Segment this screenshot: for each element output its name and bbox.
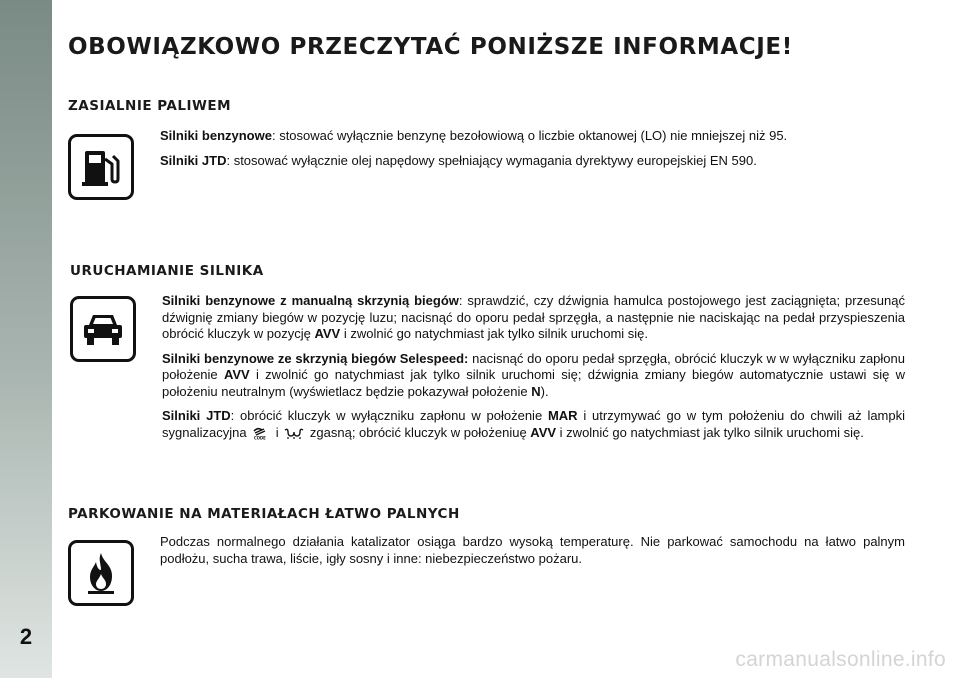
starting-manual-text-1: : sprawdzić, czy dźwignia hamulca postojowego jest zaciągnięta; przesunąć dźwignię zmiany biegów w pozycję luzu; nacisnąć do oporu pedał sprzęgła, a następnie nie naciskając na pedał przyspieszenia obrócić kluczyk w pozycję: [162, 293, 905, 341]
car-icon: [80, 309, 126, 349]
starting-jtd-key-pos-2: AVV: [530, 424, 557, 440]
fueling-jtd-label: Silniki JTD: [160, 152, 227, 168]
starting-jtd-label: Silniki JTD: [162, 408, 231, 423]
fueling-text: [160, 128, 905, 177]
starting-manual-label: Silniki benzynowe z manualną skrzynią biegów: [162, 293, 459, 308]
glow-plug-icon: [284, 428, 304, 445]
parking-text: [160, 534, 905, 575]
starting-selespeed-label: Silniki benzynowe ze skrzynią biegów Selespeed:: [162, 350, 469, 366]
starting-selespeed-key-pos: AVV: [223, 367, 250, 382]
starting-selespeed-text-2: i zwolnić go natychmiast jak tylko silnik uruchomi się; dźwignia zmiany biegów automatycznie ustawi się w położeniu neutralnym (wyświetlacz będzie pokazywał położenie: [162, 367, 905, 399]
starting-jtd-text-3: zgasną; obrócić kluczyk w położeniuę: [306, 424, 531, 440]
section-heading-starting: URUCHAMIANIE SILNIKA: [70, 263, 264, 279]
starting-manual-key-pos: AVV: [314, 326, 341, 341]
starting-selespeed-text-3: ).: [540, 383, 549, 399]
section-heading-parking: PARKOWANIE NA MATERIAŁACH ŁATWO PALNYCH: [68, 506, 460, 522]
fueling-petrol-label: Silniki benzynowe: [160, 128, 272, 143]
watermark: carmanualsonline.info: [735, 648, 946, 671]
fueling-petrol-text: : stosować wyłącznie benzynę bezołowiową o liczbie oktanowej (LO) nie mniejszej niż 95.: [271, 128, 788, 143]
fuel-pump-icon: [79, 145, 123, 189]
parking-paragraph: Podczas normalnego działania katalizator osiąga bardzo wysoką temperaturę. Nie parkować samochodu na łatwo palnym podłożu, sucha trawa, liście, igły sosny i inne: niebezpieczeństwo pożaru.: [160, 534, 905, 566]
flame-icon-box: [68, 540, 134, 606]
starting-selespeed-neutral: N: [531, 383, 541, 399]
starting-jtd-and: i: [272, 424, 283, 440]
flame-icon: [81, 550, 121, 596]
car-icon-box: [70, 296, 136, 362]
page-number: 2: [19, 624, 33, 649]
section-heading-fueling: ZASIALNIE PALIWEM: [68, 98, 232, 114]
starting-jtd-text-2: i utrzymywać go w tym położeniu do chwili aż lampki sygnalizacyjna: [162, 408, 906, 440]
starting-manual-text-2: i zwolnić go natychmiast jak tylko silnik uruchomi się.: [340, 326, 648, 341]
page-title: OBOWIĄZKOWO PRZECZYTAĆ PONIŻSZE INFORMACJE!: [68, 34, 793, 60]
side-strip: [0, 0, 52, 678]
starting-jtd-text-1: : obrócić kluczyk w wyłączniku zapłonu w położenie: [230, 408, 548, 423]
svg-text:CODE: CODE: [254, 435, 266, 440]
starting-selespeed-text-1: nacisnąć do oporu pedał sprzęgła, obrócić kluczyk w w wyłączniku zapłonu położenie: [162, 350, 905, 382]
starting-jtd-text-4: i zwolnić go natychmiast jak tylko silnik uruchomi się.: [556, 424, 864, 440]
starting-text: [162, 293, 905, 452]
starting-jtd-key-pos: MAR: [547, 408, 578, 423]
fuel-pump-icon-box: [68, 134, 134, 200]
code-warning-icon: [252, 426, 270, 445]
fueling-jtd-text: : stosować wyłącznie olej napędowy spełniający wymagania dyrektywy europejskiej EN 590.: [226, 152, 757, 168]
